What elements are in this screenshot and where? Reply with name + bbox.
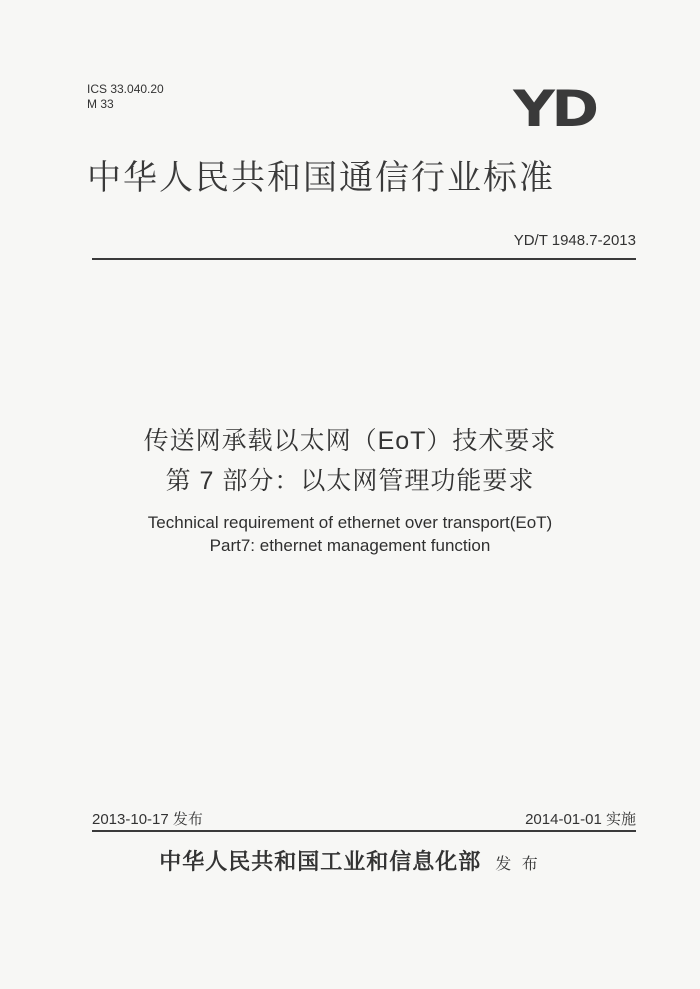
classification-code: M 33	[87, 97, 114, 111]
ics-classification	[87, 82, 164, 112]
english-title-line1: Technical requirement of ethernet over transport(EoT)	[147, 513, 553, 532]
english-title-line2: Part7: ethernet management function	[209, 536, 491, 555]
chinese-title-line2: 第 7 部分：以太网管理功能要求	[165, 467, 535, 495]
issuer-line	[0, 845, 700, 876]
publish-label: 发 布	[495, 856, 541, 873]
publish-date: 2013-10-17 发布	[92, 811, 203, 828]
chinese-title-line1: 传送网承载以太网（EoT）技术要求	[143, 427, 557, 455]
yd-logo: YD	[513, 80, 596, 138]
issuer-name: 中华人民共和国工业和信息化部	[159, 849, 482, 874]
bottom-divider	[92, 830, 636, 832]
effective-date: 2014-01-01 实施	[525, 811, 636, 828]
ics-code: ICS 33.040.20	[87, 82, 164, 96]
standard-number: YD/T 1948.7-2013	[513, 232, 636, 249]
top-divider	[92, 258, 636, 260]
standard-title: 中华人民共和国通信行业标准	[87, 159, 555, 197]
